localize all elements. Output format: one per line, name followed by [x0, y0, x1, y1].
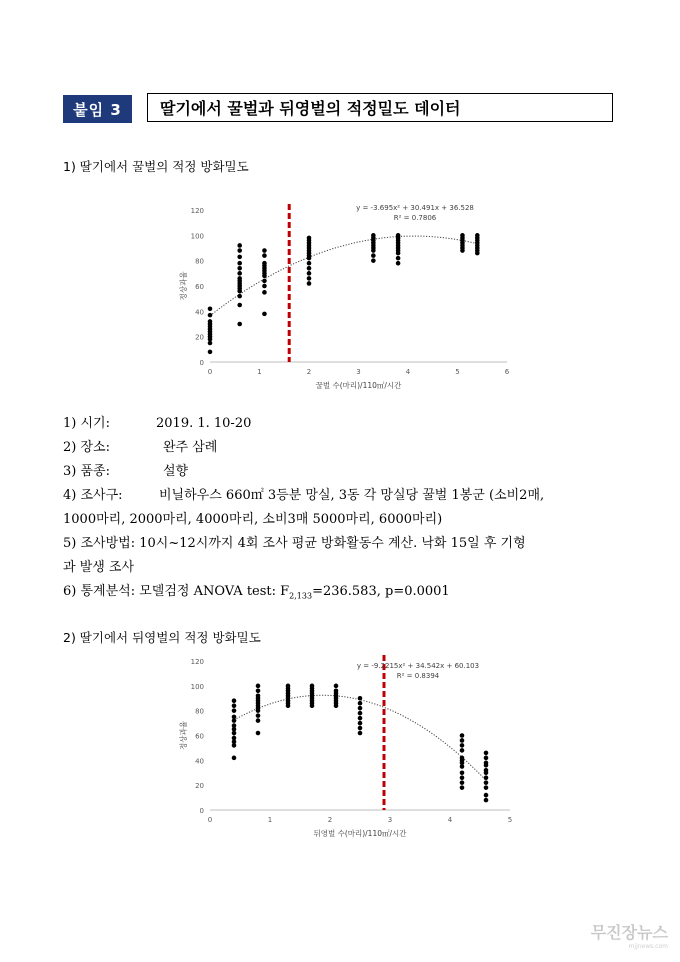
y-tick-label: 0: [199, 359, 204, 367]
r-squared-label: R² = 0.7806: [393, 214, 437, 222]
data-point: [460, 743, 465, 748]
data-point: [256, 689, 261, 694]
x-tick-label: 0: [207, 816, 213, 824]
data-point: [396, 256, 401, 261]
y-axis-title: 정상과율: [179, 271, 188, 301]
y-tick-label: 0: [199, 807, 204, 815]
data-point: [262, 290, 267, 295]
data-point: [256, 684, 261, 689]
data-point: [484, 793, 489, 798]
y-tick-label: 100: [190, 682, 204, 691]
data-point: [371, 253, 376, 258]
data-point: [484, 768, 489, 773]
y-tick-label: 80: [195, 707, 204, 716]
data-point: [262, 284, 267, 289]
data-point: [307, 281, 312, 286]
data-point: [237, 276, 242, 281]
data-point: [460, 780, 465, 785]
info-row-5: [63, 532, 623, 556]
x-tick-label: 1: [257, 368, 262, 376]
info-row-4-cont: [63, 508, 623, 532]
x-tick-label: 0: [207, 368, 213, 376]
y-tick-label: 60: [195, 732, 204, 741]
data-point: [208, 313, 213, 318]
data-point: [484, 775, 489, 780]
info-row-2: [63, 436, 623, 460]
data-point: [256, 718, 261, 723]
trend-line: [210, 236, 477, 316]
data-point: [460, 748, 465, 753]
data-point: [460, 733, 465, 738]
watermark: [591, 920, 668, 950]
data-point: [371, 233, 376, 238]
x-tick-label: 2: [327, 816, 333, 824]
data-point: [358, 701, 363, 706]
data-point: [310, 684, 315, 689]
data-point: [484, 761, 489, 766]
data-point: [484, 780, 489, 785]
info-label: 1) 시기:: [63, 416, 110, 431]
data-point: [232, 723, 237, 728]
info-label: 4) 조사구:: [63, 488, 123, 503]
x-axis-title: 뒤영벌 수(마리)/110㎡/시간: [313, 829, 407, 838]
chart-honeybee: [160, 196, 530, 410]
data-point: [262, 253, 267, 258]
info-value-tail: =236.583, p=0.0001: [312, 584, 450, 599]
data-point: [334, 689, 339, 694]
data-point: [484, 798, 489, 803]
data-point: [307, 261, 312, 266]
data-point: [237, 322, 242, 327]
info-label: 2) 장소:: [63, 440, 110, 455]
r-squared-label: R² = 0.8394: [396, 672, 440, 680]
data-point: [484, 785, 489, 790]
x-tick-label: 5: [507, 816, 513, 824]
watermark-text: 무진장뉴스: [590, 923, 668, 942]
info-row-5-cont: [63, 556, 623, 580]
trend-equation: y = -9.2215x² + 34.542x + 60.103: [356, 662, 480, 670]
data-point: [232, 703, 237, 708]
data-point: [286, 684, 291, 689]
data-point: [358, 706, 363, 711]
watermark-sub: mjjnews.com: [628, 943, 668, 950]
info-subscript: 2,133: [289, 591, 313, 601]
info-value: 모델검정 ANOVA test: F: [139, 584, 290, 599]
x-tick-label: 3: [387, 816, 393, 824]
data-point: [232, 736, 237, 741]
data-point: [358, 711, 363, 716]
y-tick-label: 40: [195, 308, 204, 317]
data-point: [232, 698, 237, 703]
data-point: [307, 266, 312, 271]
data-point: [396, 261, 401, 266]
info-label: 3) 품종:: [63, 464, 110, 479]
data-point: [237, 294, 242, 299]
x-tick-label: 4: [405, 368, 411, 376]
info-value: 1000마리, 2000마리, 4000마리, 소비3매 5000마리, 6000마리): [63, 512, 443, 527]
data-point: [358, 731, 363, 736]
y-tick-label: 120: [190, 207, 204, 215]
info-value: 설향: [163, 464, 189, 479]
section2-title: 2) 딸기에서 뒤영벌의 적정 방화밀도: [63, 630, 261, 645]
data-point: [237, 271, 242, 276]
y-tick-label: 20: [195, 333, 204, 342]
info-row-1: [63, 412, 623, 436]
info-row-6: [63, 580, 623, 609]
chart-honeybee-svg: [160, 196, 530, 410]
data-point: [232, 708, 237, 713]
y-tick-label: 80: [195, 257, 204, 266]
data-point: [237, 261, 242, 266]
data-point: [262, 261, 267, 266]
page-title-text: 딸기에서 꿀벌과 뒤영벌의 적정밀도 데이터: [160, 99, 461, 118]
data-point: [232, 756, 237, 761]
x-tick-label: 4: [447, 816, 453, 824]
data-point: [460, 756, 465, 761]
data-point: [396, 233, 401, 238]
data-point: [237, 243, 242, 248]
chart-bumblebee-svg: [160, 650, 530, 850]
data-point: [237, 303, 242, 308]
data-point: [358, 721, 363, 726]
data-point: [484, 756, 489, 761]
data-point: [237, 266, 242, 271]
x-axis-title: 꿀벌 수(마리)/110㎡/시간: [315, 381, 402, 390]
data-point: [460, 785, 465, 790]
info-value: 10시~12시까지 4회 조사 평균 방화활동수 계산. 낙화 15일 후 기형: [139, 536, 526, 551]
trend-equation: y = -3.695x² + 30.491x + 36.528: [356, 204, 474, 212]
data-point: [358, 696, 363, 701]
page-title: [147, 93, 613, 122]
data-point: [307, 271, 312, 276]
info-value: 2019. 1. 10-20: [156, 416, 252, 431]
data-point: [371, 258, 376, 263]
data-point: [358, 716, 363, 721]
data-point: [262, 279, 267, 284]
data-point: [256, 693, 261, 698]
info-value: 과 발생 조사: [63, 560, 135, 575]
x-tick-label: 5: [455, 368, 460, 376]
data-point: [334, 684, 339, 689]
data-point: [484, 751, 489, 756]
data-point: [237, 248, 242, 253]
data-point: [460, 770, 465, 775]
data-point: [262, 248, 267, 253]
data-point: [256, 713, 261, 718]
y-axis-title: 정상과율: [179, 721, 188, 750]
data-point: [307, 276, 312, 281]
data-point: [358, 726, 363, 731]
appendix-badge: 붙임 3: [63, 95, 132, 123]
data-point: [237, 255, 242, 260]
info-row-3: [63, 460, 623, 484]
info-value: 비닐하우스 660㎡ 3등분 망실, 3동 각 망실당 꿀벌 1봉군 (소비2매,: [159, 488, 545, 503]
y-tick-label: 120: [190, 658, 204, 666]
data-point: [307, 236, 312, 241]
x-tick-label: 3: [356, 368, 361, 376]
info-label: 6) 통계분석:: [63, 584, 136, 599]
x-tick-label: 6: [504, 368, 510, 376]
data-point: [460, 738, 465, 743]
y-tick-label: 20: [195, 782, 204, 791]
data-point: [208, 307, 213, 312]
data-point: [475, 233, 480, 238]
data-point: [262, 312, 267, 317]
data-point: [232, 715, 237, 720]
data-point: [460, 233, 465, 238]
data-point: [208, 350, 213, 355]
data-point: [256, 731, 261, 736]
survey-info: [63, 412, 623, 609]
chart-bumblebee: [160, 650, 530, 850]
x-tick-label: 1: [267, 816, 273, 824]
y-tick-label: 40: [195, 757, 204, 766]
info-label: 5) 조사방법:: [63, 536, 136, 551]
data-point: [208, 319, 213, 324]
info-value: 완주 삼례: [163, 440, 218, 455]
info-row-4: [63, 484, 623, 508]
x-tick-label: 2: [306, 368, 312, 376]
section1-title: 1) 딸기에서 꿀벌의 적정 방화밀도: [63, 159, 249, 174]
y-tick-label: 60: [195, 283, 204, 291]
y-tick-label: 100: [190, 232, 204, 241]
data-point: [460, 775, 465, 780]
